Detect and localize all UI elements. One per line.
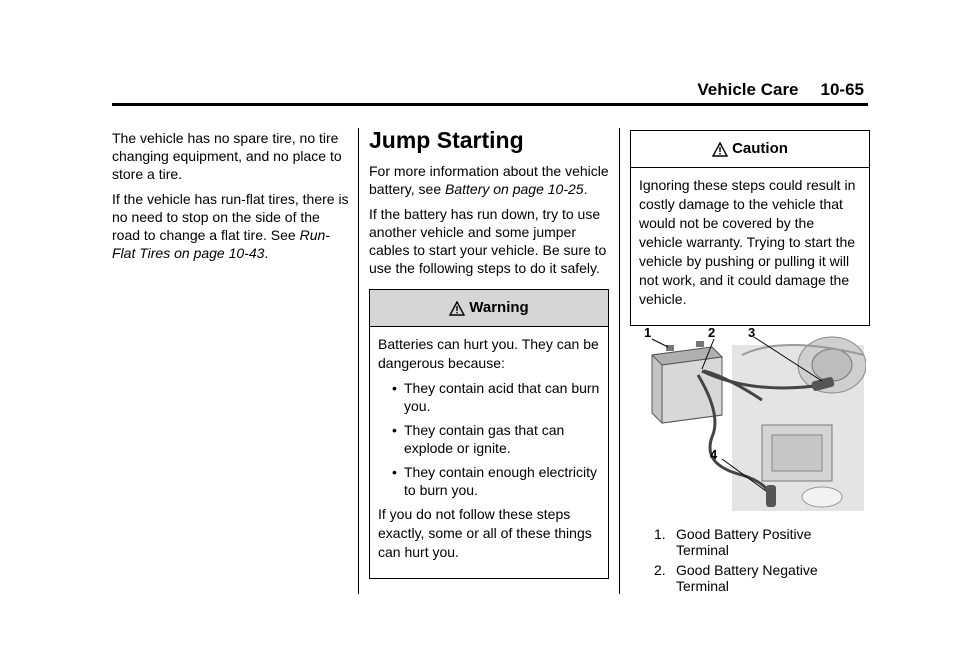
column-3 xyxy=(630,130,870,326)
warning-bullet-list xyxy=(378,379,600,499)
callout-item xyxy=(654,562,864,594)
jump-start-paragraph: If the battery has run down, try to use another vehicle and some jumper cables to start your vehicle. Be sure to use the following steps to do it safely. xyxy=(369,206,607,276)
run-flat-period: . xyxy=(264,245,269,261)
page-header xyxy=(697,80,864,100)
run-flat-reference-link[interactable]: Run-Flat Tires on page 10-43 xyxy=(112,227,330,261)
warning-icon xyxy=(449,301,465,316)
battery-info-paragraph xyxy=(369,162,609,198)
battery-info-text: For more information about the vehicle battery, see xyxy=(369,163,609,197)
figure-label-1: 1 xyxy=(644,325,652,340)
jump-start-diagram xyxy=(642,325,866,513)
callout-number: 2. xyxy=(654,562,666,578)
spare-tire-paragraph: The vehicle has no spare tire, no tire changing equipment, and no place to store a tire. xyxy=(112,130,342,182)
column-divider xyxy=(619,128,620,594)
warning-outro: If you do not follow these steps exactly, some or all of these things can hurt you. xyxy=(378,506,592,560)
caution-text: Ignoring these steps could result in costly damage to the vehicle that would not be covered by the vehicle warranty. Trying to start the vehicle by pushing or pulling it will not work, and it could damage the vehicle. xyxy=(639,177,856,307)
warning-bullet: • They contain gas that can explode or ignite. xyxy=(392,421,600,457)
section-name: Vehicle Care xyxy=(697,80,799,99)
warning-header xyxy=(370,290,608,327)
section-title: Jump Starting xyxy=(369,127,524,153)
figure-callout-list xyxy=(654,526,864,598)
battery-info-period: . xyxy=(583,181,588,197)
callout-number: 1. xyxy=(654,526,666,542)
warning-box xyxy=(369,289,609,579)
battery-reference-link[interactable]: Battery on page 10-25 xyxy=(445,181,584,197)
warning-body xyxy=(370,327,608,578)
page-number: 10-65 xyxy=(820,80,864,99)
callout-text: Good Battery Positive Terminal xyxy=(676,526,812,558)
figure-label-2: 2 xyxy=(708,325,716,340)
caution-title: Caution xyxy=(732,140,788,157)
caution-box xyxy=(630,130,870,326)
battery-illustration xyxy=(642,325,866,513)
run-flat-text: If the vehicle has run-flat tires, there is no need to stop on the side of the road to change a flat tire. See xyxy=(112,191,349,243)
callout-text: Good Battery Negative Terminal xyxy=(676,562,818,594)
column-divider xyxy=(358,128,359,594)
column-1 xyxy=(112,129,350,269)
run-flat-paragraph xyxy=(112,190,350,262)
figure-label-4: 4 xyxy=(710,447,718,462)
warning-bullet: • They contain acid that can burn you. xyxy=(392,379,600,415)
caution-icon xyxy=(712,142,728,157)
column-2 xyxy=(369,126,609,579)
caution-body xyxy=(631,168,869,325)
warning-bullet: • They contain enough electricity to burn you. xyxy=(392,463,600,499)
figure-label-3: 3 xyxy=(748,325,756,340)
warning-title: Warning xyxy=(469,299,529,316)
caution-header xyxy=(631,131,869,168)
callout-item xyxy=(654,526,864,558)
header-rule xyxy=(112,103,868,106)
warning-intro: Batteries can hurt you. They can be dangerous because: xyxy=(378,336,599,371)
